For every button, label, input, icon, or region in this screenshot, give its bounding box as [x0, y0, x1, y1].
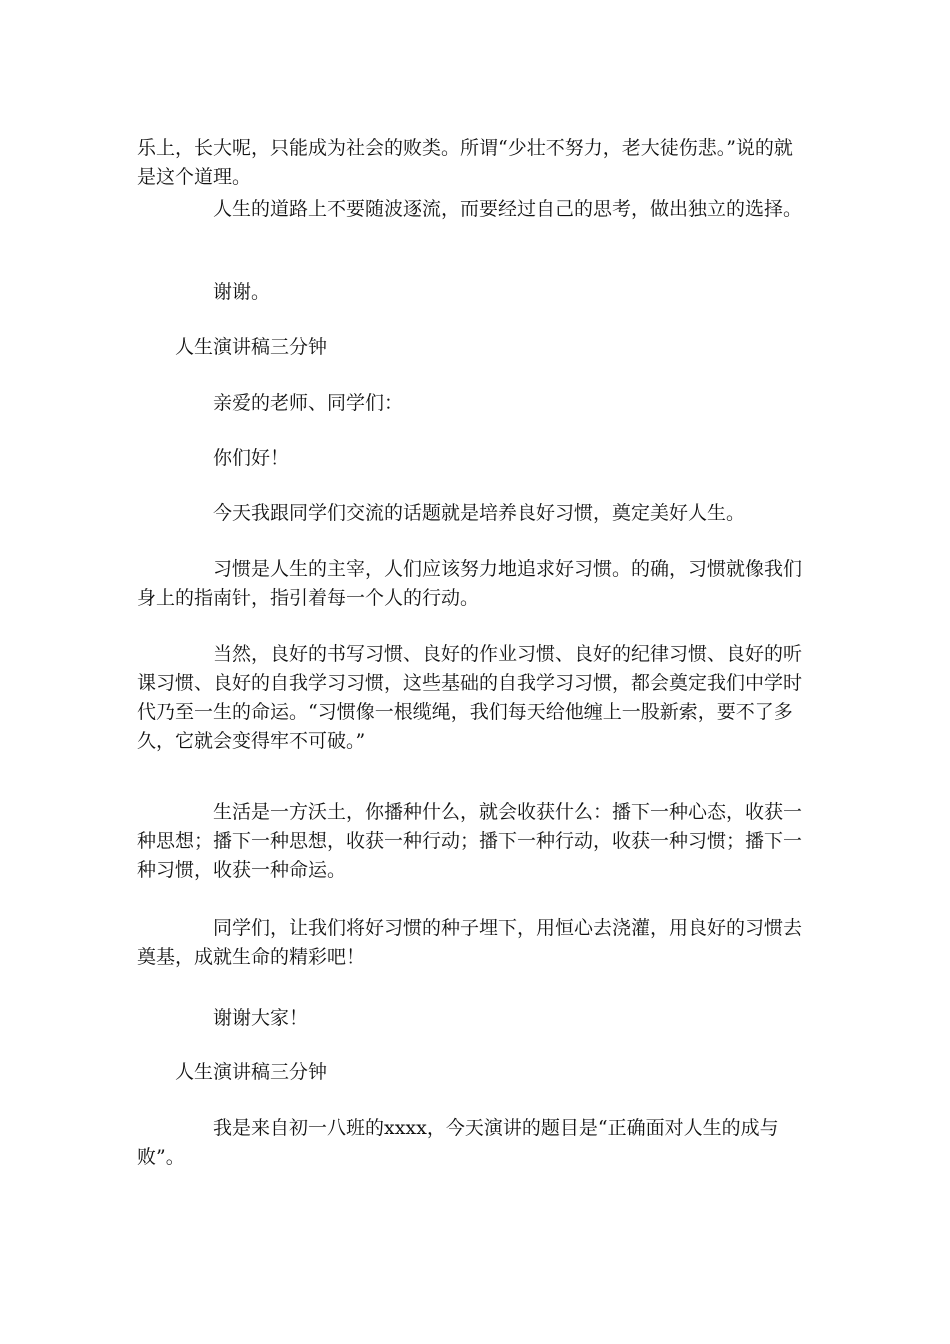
paragraph-life-soil: 生活是一方沃土，你播种什么，就会收获什么：播下一种心态，收获一种思想；播下一种思想，收获一种行动；播下一种行动，收获一种习惯；播下一种习惯，收获一种命运。 [137, 801, 803, 881]
paragraph-good-habits: 当然，良好的书写习惯、良好的作业习惯、良好的纪律习惯、良好的听课习惯、良好的自我学习习惯，这些基础的自我学习习惯，都会奠定我们中学时代乃至一生的命运。“习惯像一根缆绳，我们每天给他缠上一股新索，要不了多久，它就会变得牢不可破。” [137, 643, 803, 752]
paragraph-topic: 今天我跟同学们交流的话题就是培养良好习惯，奠定美好人生。 [213, 502, 746, 524]
paragraph-speech-intro: 我是来自初一八班的xxxx，今天演讲的题目是“正确面对人生的成与败”。 [137, 1117, 779, 1168]
paragraph-continuation: 乐上，长大呢，只能成为社会的败类。所谓“少壮不努力，老大徒伤悲。”说的就是这个道理。 [137, 137, 793, 188]
section-heading-2: 人生演讲稿三分钟 [175, 1061, 328, 1083]
paragraph-salutation: 亲爱的老师、同学们： [213, 392, 404, 414]
paragraph-thanks-all: 谢谢大家！ [213, 1007, 309, 1029]
paragraph-greeting: 你们好！ [213, 447, 290, 469]
section-heading-1: 人生演讲稿三分钟 [175, 336, 328, 358]
paragraph-thanks: 谢谢。 [213, 281, 271, 303]
paragraph-habit-master: 习惯是人生的主宰，人们应该努力地追求好习惯。的确，习惯就像我们身上的指南针，指引着每一个人的行动。 [137, 558, 803, 609]
paragraph-call-to-action: 同学们，让我们将好习惯的种子埋下，用恒心去浇灌，用良好的习惯去奠基，成就生命的精彩吧！ [137, 917, 803, 968]
paragraph-independent-choice: 人生的道路上不要随波逐流，而要经过自己的思考，做出独立的选择。 [213, 198, 803, 220]
